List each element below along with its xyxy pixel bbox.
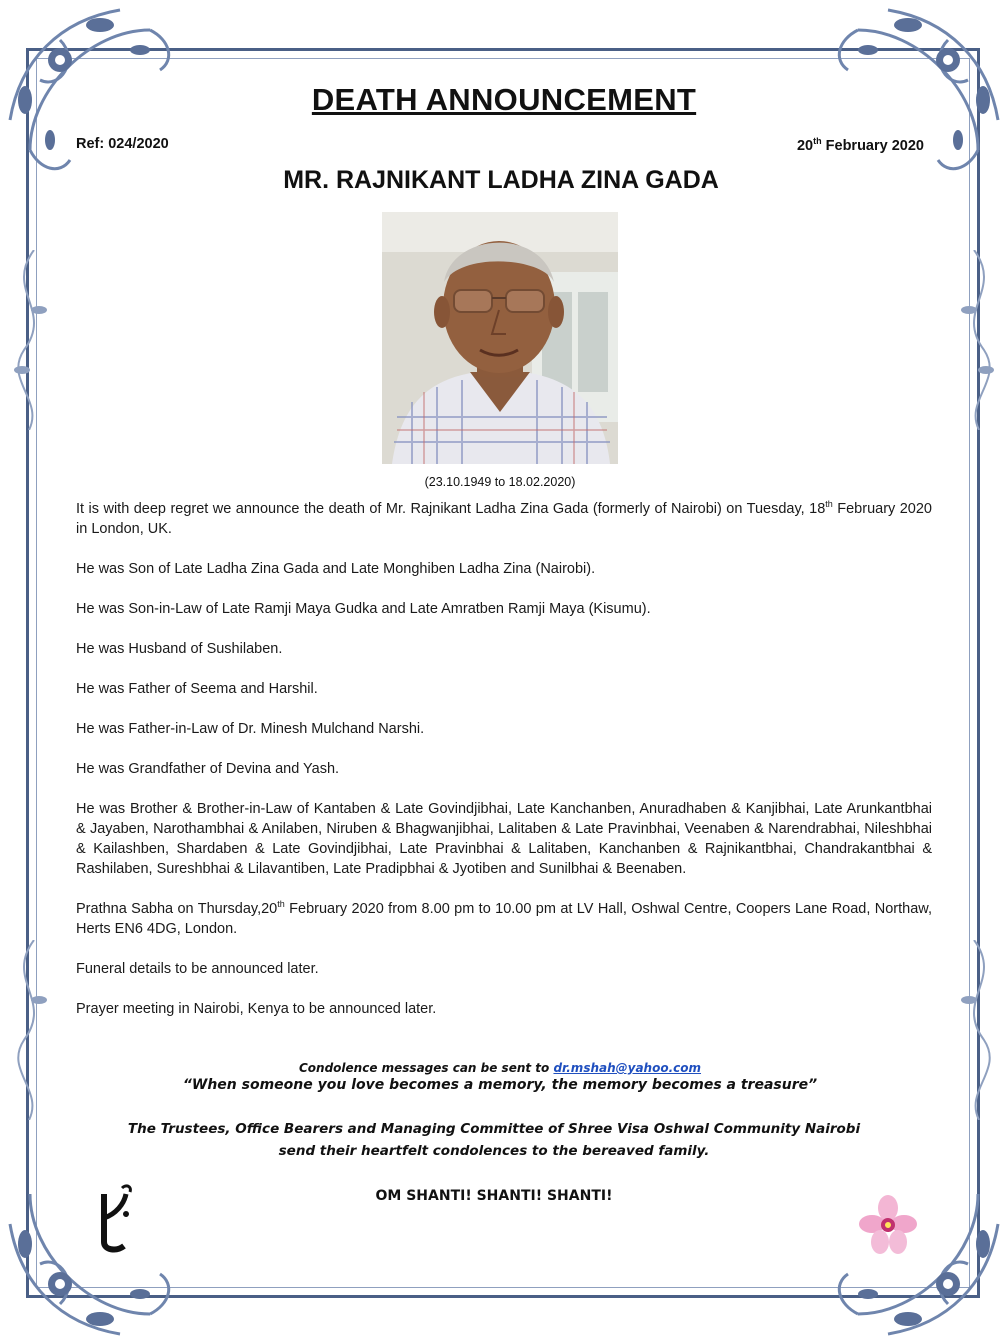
announcement-date bbox=[797, 136, 924, 154]
orchid-flower-icon bbox=[858, 1194, 918, 1256]
paragraph-siblings: He was Brother & Brother-in-Law of Kantaben & Late Govindjibhai, Late Kanchanben, Anuradhaben & Kanjibhai, Late Arunkantbhai & Jayaben, Narothambhai & Anilaben, Niruben & Bhagwanjibhai, Lalitaben & Late Pravinbhai, Veenaben & Narendrabhai, Nileshbhai & Kailashben, Shardaben & Late Govindjibhai, Late Pravinbhai & Lalitaben, Kanchanben & Rajnikantbhai, Chandrakantbhai & Rashilaben, Sureshbhai & Lilavantiben, Late Pradipbhai & Jyotiben and Sunilbhai & Beenaben. bbox=[76, 801, 932, 877]
condolence-line bbox=[0, 1061, 1000, 1075]
ordinal-suffix: th bbox=[277, 899, 285, 910]
portrait-photo bbox=[382, 212, 618, 464]
swirl-ornament-right-lower bbox=[944, 940, 1004, 1120]
date-suffix: th bbox=[813, 136, 822, 146]
date-month-year: February 2020 bbox=[821, 137, 924, 154]
reference-number: Ref: 024/2020 bbox=[76, 136, 169, 152]
trustees-message bbox=[0, 1118, 988, 1162]
om-symbol-icon bbox=[96, 1184, 136, 1254]
text-segment: February 2020 in London, UK. bbox=[76, 501, 932, 537]
paragraph-son-of: He was Son of Late Ladha Zina Gada and Late Monghiben Ladha Zina (Nairobi). bbox=[76, 561, 596, 577]
paragraph-father-in-law: He was Father-in-Law of Dr. Minesh Mulchand Narshi. bbox=[76, 721, 425, 737]
memorial-quote: “When someone you love becomes a memory, the memory becomes a treasure” bbox=[182, 1077, 818, 1093]
page-title: DEATH ANNOUNCEMENT bbox=[311, 82, 697, 117]
announcement-body bbox=[76, 499, 932, 1039]
deceased-name: MR. RAJNIKANT LADHA ZINA GADA bbox=[283, 166, 719, 194]
paragraph-father: He was Father of Seema and Harshil. bbox=[76, 681, 318, 697]
swirl-ornament-left bbox=[4, 250, 64, 430]
condolence-prefix: Condolence messages can be sent to bbox=[298, 1061, 554, 1075]
trustees-line-1: The Trustees, Office Bearers and Managing Committee of Shree Visa Oshwal Community Nairobi bbox=[127, 1121, 861, 1137]
paragraph-funeral: Funeral details to be announced later. bbox=[76, 961, 319, 977]
email-link[interactable]: dr.mshah@yahoo.com bbox=[553, 1061, 702, 1075]
text-segment: It is with deep regret we announce the death of Mr. Rajnikant Ladha Zina Gada (formerly of Nairobi) on Tuesday, 18 bbox=[76, 501, 826, 517]
paragraph-prathna-sabha bbox=[76, 899, 932, 939]
lifespan-dates: (23.10.1949 to 18.02.2020) bbox=[424, 475, 576, 489]
paragraph-husband: He was Husband of Sushilaben. bbox=[76, 641, 283, 657]
swirl-ornament-left-lower bbox=[4, 940, 64, 1120]
date-day: 20 bbox=[796, 137, 814, 154]
trustees-line-2: send their heartfelt condolences to the bereaved family. bbox=[278, 1143, 710, 1159]
swirl-ornament-right bbox=[944, 250, 1004, 430]
paragraph-son-in-law: He was Son-in-Law of Late Ramji Maya Gudka and Late Amratben Ramji Maya (Kisumu). bbox=[76, 601, 651, 617]
text-segment: Prathna Sabha on Thursday,20 bbox=[76, 901, 278, 917]
ordinal-suffix: th bbox=[825, 499, 833, 510]
om-shanti-line: OM SHANTI! SHANTI! SHANTI! bbox=[375, 1188, 613, 1204]
text-segment: February 2020 from 8.00 pm to 10.00 pm at LV Hall, Oshwal Centre, Coopers Lane Road, Northaw, Herts EN6 4DG, London. bbox=[76, 901, 932, 937]
paragraph-death-notice bbox=[76, 499, 932, 539]
paragraph-prayer-meeting: Prayer meeting in Nairobi, Kenya to be announced later. bbox=[76, 1001, 437, 1017]
paragraph-grandfather: He was Grandfather of Devina and Yash. bbox=[76, 761, 340, 777]
